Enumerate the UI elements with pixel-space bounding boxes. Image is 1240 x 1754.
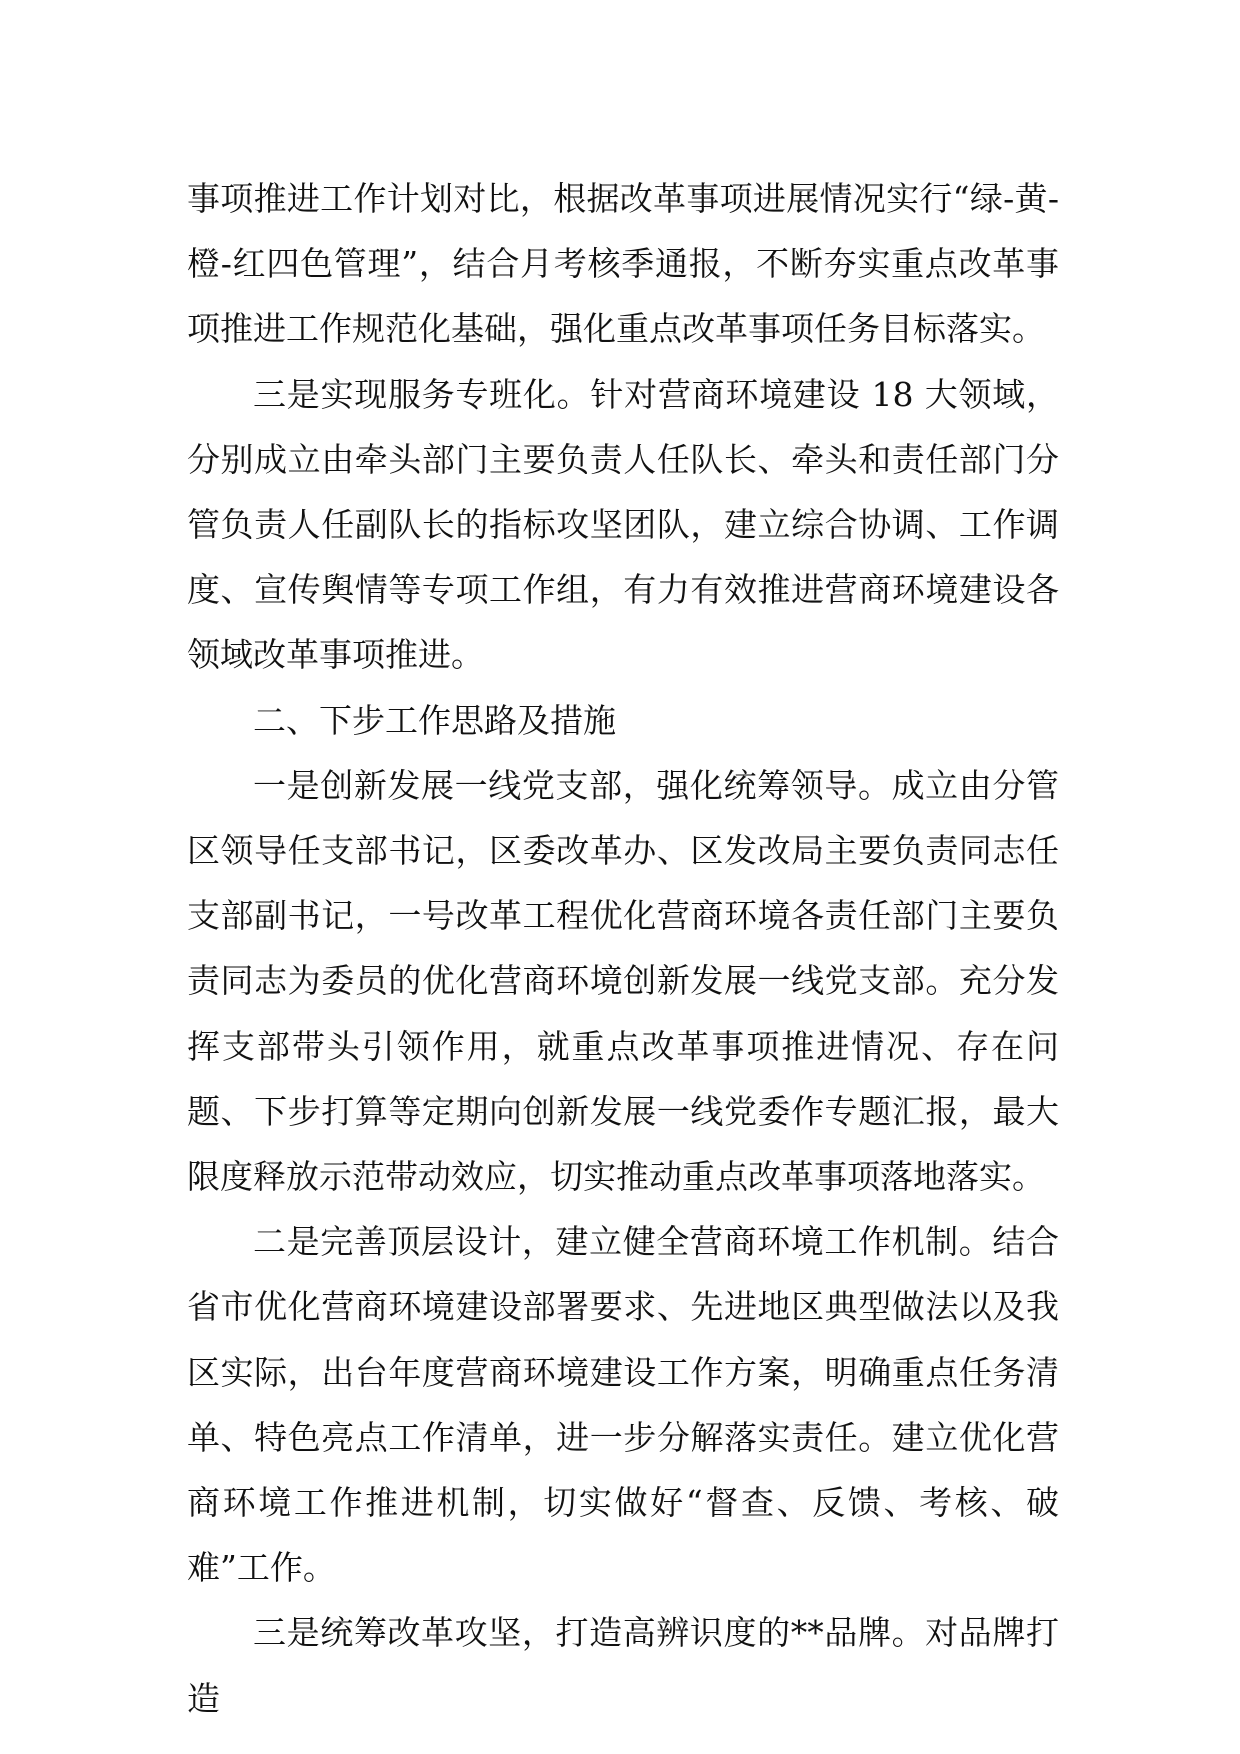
paragraph-top-level-design: 二是完善顶层设计，建立健全营商环境工作机制。结合省市优化营商环境建设部署要求、先进地区典型做法以及我区实际，出台年度营商环境建设工作方案，明确重点任务清单、特色亮点工作清单，进一步分解落实责任。建立优化营商环境工作推进机制，切实做好“督查、反馈、考核、破难”工作。 bbox=[187, 1222, 1059, 1588]
paragraph-continuation: 事项推进工作计划对比，根据改革事项进展情况实行“绿-黄-橙-红四色管理”，结合月考核季通报，不断夯实重点改革事项推进工作规范化基础，强化重点改革事项任务目标落实。 bbox=[187, 179, 1059, 349]
paragraph-brand-building: 三是统筹改革攻坚，打造高辨识度的**品牌。对品牌打造 bbox=[187, 1613, 1059, 1718]
document-body bbox=[187, 166, 1059, 1731]
section-heading: 二、下步工作思路及措施 bbox=[253, 700, 616, 740]
paragraph-party-branch: 一是创新发展一线党支部，强化统筹领导。成立由分管区领导任支部书记，区委改革办、区发改局主要负责同志任支部副书记，一号改革工程优化营商环境各责任部门主要负责同志为委员的优化营商环境创新发展一线党支部。充分发挥支部带头引领作用，就重点改革事项推进情况、存在问题、下步打算等定期向创新发展一线党委作专题汇报，最大限度释放示范带动效应，切实推动重点改革事项落地落实。 bbox=[187, 765, 1059, 1197]
paragraph-service-team: 三是实现服务专班化。针对营商环境建设 18 大领域，分别成立由牵头部门主要负责人任队长、牵头和责任部门分管负责人任副队长的指标攻坚团队，建立综合协调、工作调度、宣传舆情等专项工作组，有力有效推进营商环境建设各领域改革事项推进。 bbox=[187, 374, 1059, 675]
